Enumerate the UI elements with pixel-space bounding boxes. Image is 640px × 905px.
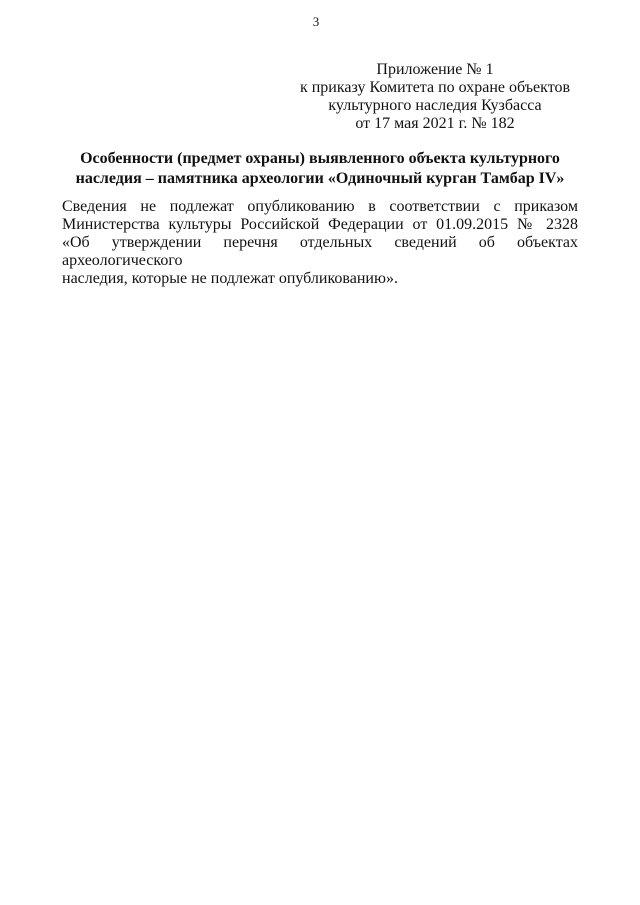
document-title (60, 149, 580, 189)
appendix-line: от 17 мая 2021 г. № 182 (355, 115, 515, 132)
body-paragraph (62, 198, 578, 288)
appendix-line: культурного наследия Кузбасса (328, 97, 542, 114)
title-line: Особенности (предмет охраны) выявленного объекта культурного (80, 150, 560, 167)
body-line: Сведения не подлежат опубликованию в соответствии с приказом (62, 198, 578, 215)
title-line: наследия – памятника археологии «Одиночный курган Тамбар IV» (75, 170, 565, 187)
body-line: наследия, которые не подлежат опубликованию». (62, 270, 398, 287)
appendix-line: к приказу Комитета по охране объектов (299, 79, 571, 96)
body-line: «Об утверждении перечня отдельных сведений об объектах археологического (62, 234, 578, 269)
page-number: 3 (312, 14, 320, 29)
body-line: Министерства культуры Российской Федерации от 01.09.2015 № 2328 (62, 216, 578, 233)
appendix-header (290, 61, 580, 133)
appendix-line: Приложение № 1 (376, 61, 494, 78)
